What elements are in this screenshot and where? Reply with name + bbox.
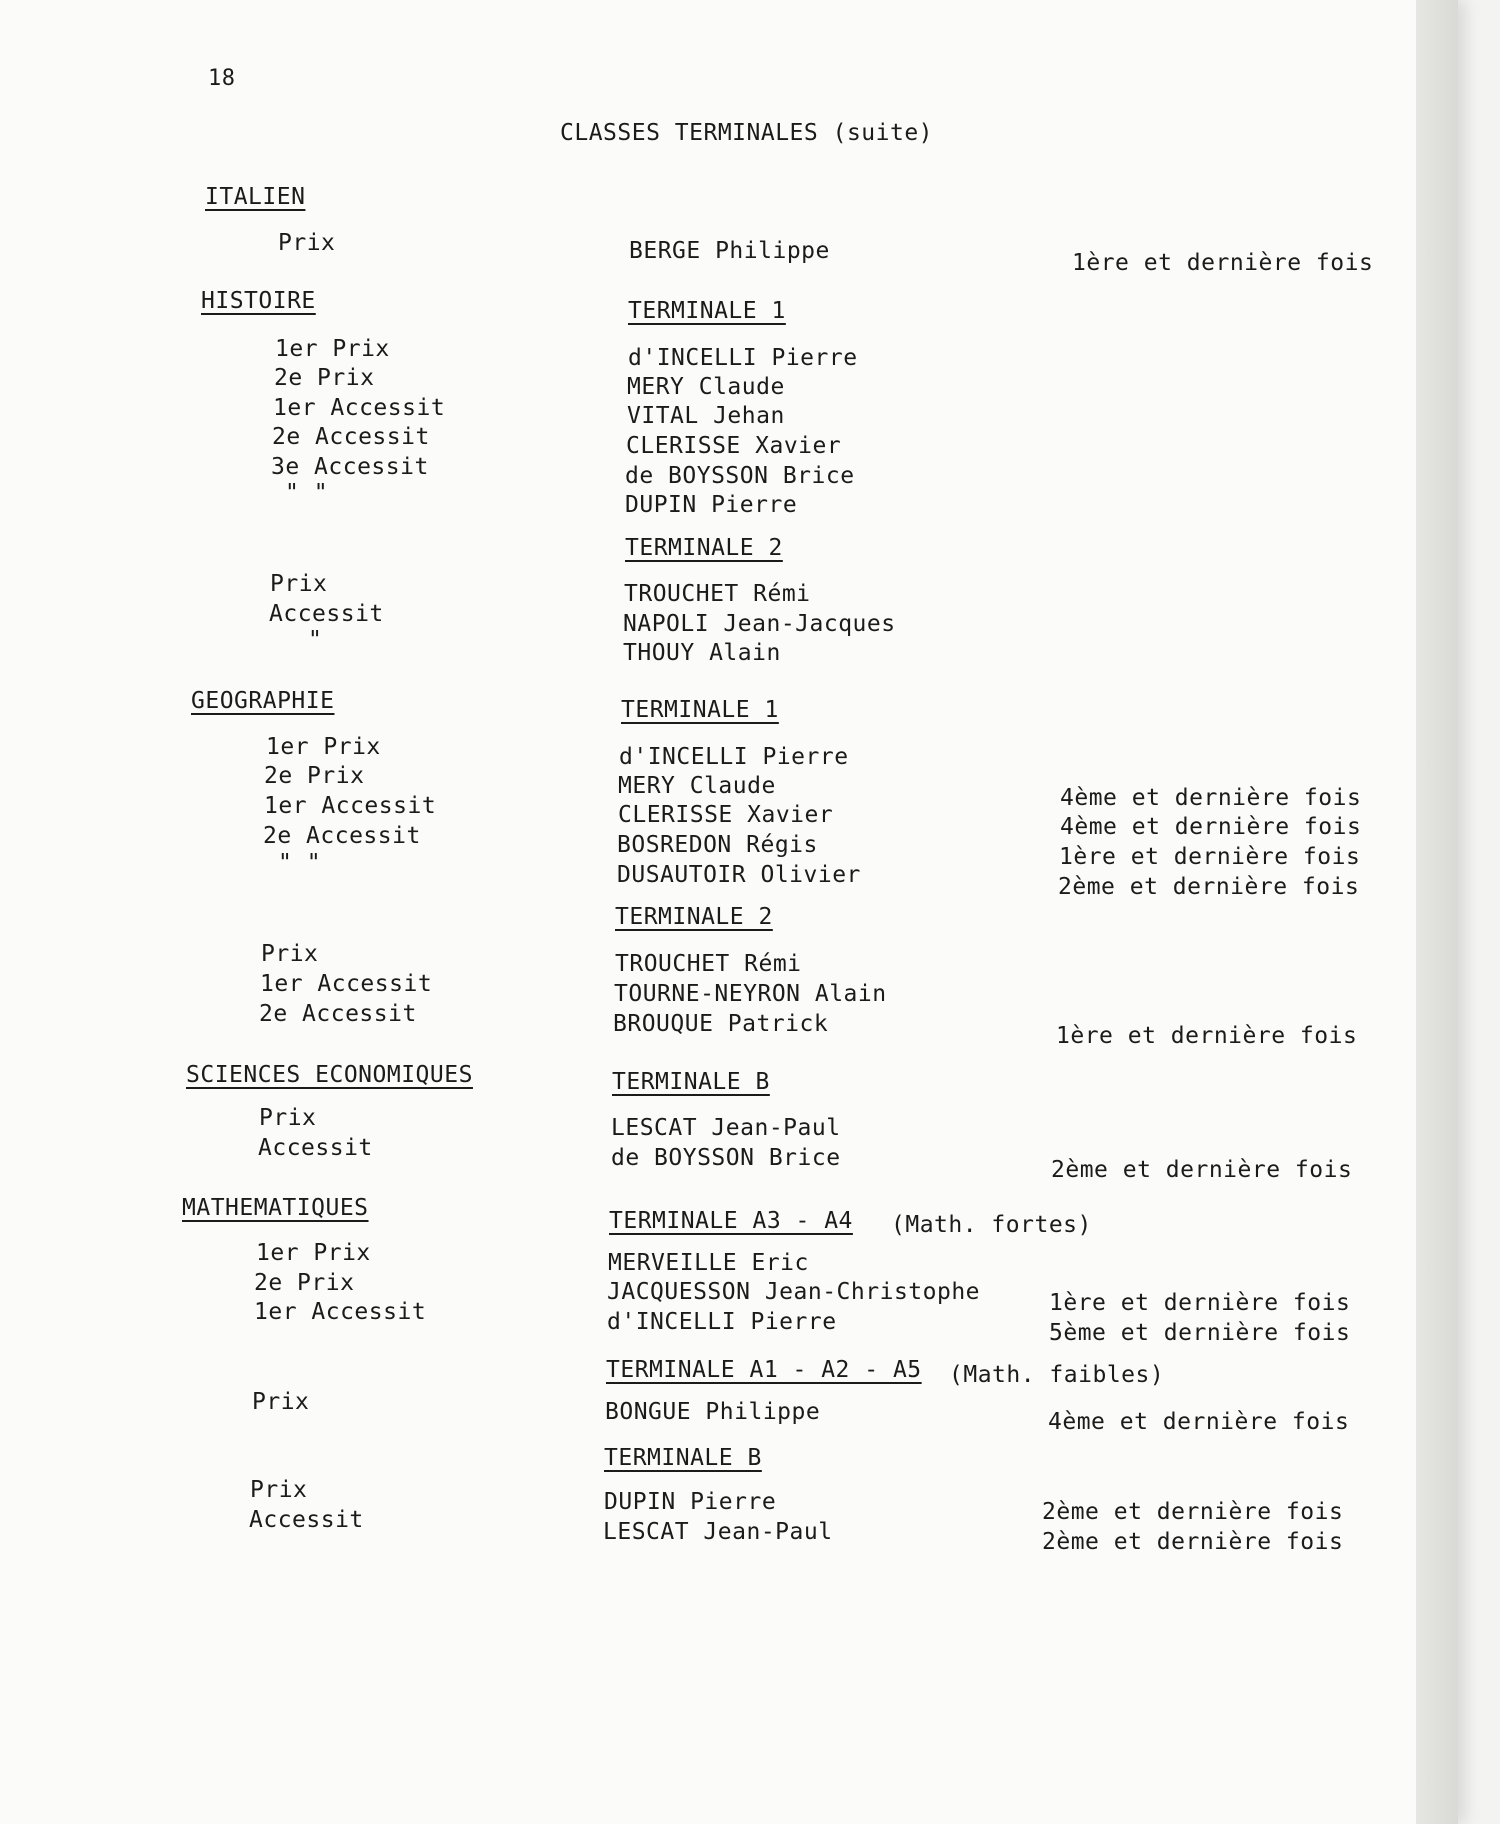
note: 1ère et dernière fois (1059, 844, 1361, 870)
class-heading: TERMINALE 1 (621, 697, 779, 723)
note: 5ème et dernière fois (1049, 1320, 1351, 1346)
student-name: TROUCHET Rémi (624, 581, 811, 607)
subject-heading: GEOGRAPHIE (191, 688, 335, 714)
class-heading-note: (Math. fortes) (891, 1212, 1092, 1238)
student-name: JACQUESSON Jean-Christophe (607, 1279, 981, 1305)
note: 4ème et dernière fois (1048, 1409, 1350, 1435)
student-name: BOSREDON Régis (617, 832, 818, 858)
student-name: LESCAT Jean-Paul (611, 1115, 841, 1141)
student-name: MERVEILLE Eric (608, 1250, 809, 1276)
student-name: TROUCHET Rémi (615, 951, 802, 977)
student-name: DUSAUTOIR Olivier (617, 862, 861, 888)
student-name: LESCAT Jean-Paul (603, 1519, 833, 1545)
award: 3e Accessit (271, 454, 429, 480)
award: 1er Prix (275, 336, 390, 362)
student-name: THOUY Alain (623, 640, 781, 666)
award: 1er Accessit (273, 395, 446, 421)
subject-heading: MATHEMATIQUES (182, 1195, 369, 1221)
award: 1er Prix (256, 1240, 371, 1266)
ditto-mark: " " (278, 850, 322, 876)
ditto-mark: " (308, 627, 323, 653)
student-name: de BOYSSON Brice (625, 463, 855, 489)
class-heading: TERMINALE 2 (625, 535, 783, 561)
ditto-mark: " " (285, 480, 329, 506)
page-number: 18 (208, 66, 236, 91)
subject-heading: HISTOIRE (201, 288, 316, 314)
award: Prix (270, 571, 328, 597)
award: Accessit (269, 601, 384, 627)
award: 1er Prix (266, 734, 381, 760)
award: 1er Accessit (264, 793, 437, 819)
student-name: NAPOLI Jean-Jacques (623, 611, 896, 637)
class-heading: TERMINALE B (612, 1069, 770, 1095)
award: 2e Accessit (259, 1001, 417, 1027)
student-name: de BOYSSON Brice (611, 1145, 841, 1171)
award: 2e Accessit (263, 823, 421, 849)
subject-heading: ITALIEN (205, 184, 306, 210)
student-name: CLERISSE Xavier (618, 802, 834, 828)
student-name: CLERISSE Xavier (626, 433, 842, 459)
student-name: d'INCELLI Pierre (628, 345, 858, 371)
class-heading: TERMINALE A3 - A4 (609, 1208, 853, 1234)
class-heading-note: (Math. faibles) (949, 1362, 1165, 1388)
note: 2ème et dernière fois (1058, 874, 1360, 900)
note: 2ème et dernière fois (1051, 1157, 1353, 1183)
award: Prix (278, 230, 336, 256)
award: Accessit (258, 1135, 373, 1161)
class-heading: TERMINALE B (604, 1445, 762, 1471)
award: Prix (252, 1389, 310, 1415)
note: 2ème et dernière fois (1042, 1529, 1344, 1555)
award: 1er Accessit (260, 971, 433, 997)
award: 2e Prix (264, 763, 365, 789)
award: Prix (261, 941, 319, 967)
student-name: MERY Claude (618, 773, 776, 799)
class-heading: TERMINALE 1 (628, 298, 786, 324)
class-heading: TERMINALE A1 - A2 - A5 (606, 1357, 922, 1383)
note: 2ème et dernière fois (1042, 1499, 1344, 1525)
award: Accessit (249, 1507, 364, 1533)
student-name: BONGUE Philippe (605, 1399, 821, 1425)
note: 1ère et dernière fois (1056, 1023, 1358, 1049)
award: 2e Accessit (272, 424, 430, 450)
award: Prix (250, 1477, 308, 1503)
student-name: TOURNE-NEYRON Alain (614, 981, 887, 1007)
student-name: VITAL Jehan (627, 403, 785, 429)
student-name: d'INCELLI Pierre (607, 1309, 837, 1335)
award: 1er Accessit (254, 1299, 427, 1325)
page-title: CLASSES TERMINALES (suite) (560, 120, 934, 146)
award: 2e Prix (274, 365, 375, 391)
note: 4ème et dernière fois (1060, 814, 1362, 840)
student-name: BROUQUE Patrick (613, 1011, 829, 1037)
note: 4ème et dernière fois (1060, 785, 1362, 811)
note: 1ère et dernière fois (1049, 1290, 1351, 1316)
student-name: MERY Claude (627, 374, 785, 400)
subject-heading: SCIENCES ECONOMIQUES (186, 1062, 473, 1088)
class-heading: TERMINALE 2 (615, 904, 773, 930)
student-name: DUPIN Pierre (604, 1489, 777, 1515)
student-name: d'INCELLI Pierre (619, 744, 849, 770)
student-name: DUPIN Pierre (625, 492, 798, 518)
award: 2e Prix (254, 1270, 355, 1296)
page-edge (1416, 0, 1458, 1824)
note: 1ère et dernière fois (1072, 250, 1374, 276)
student-name: BERGE Philippe (629, 238, 830, 264)
award: Prix (259, 1105, 317, 1131)
